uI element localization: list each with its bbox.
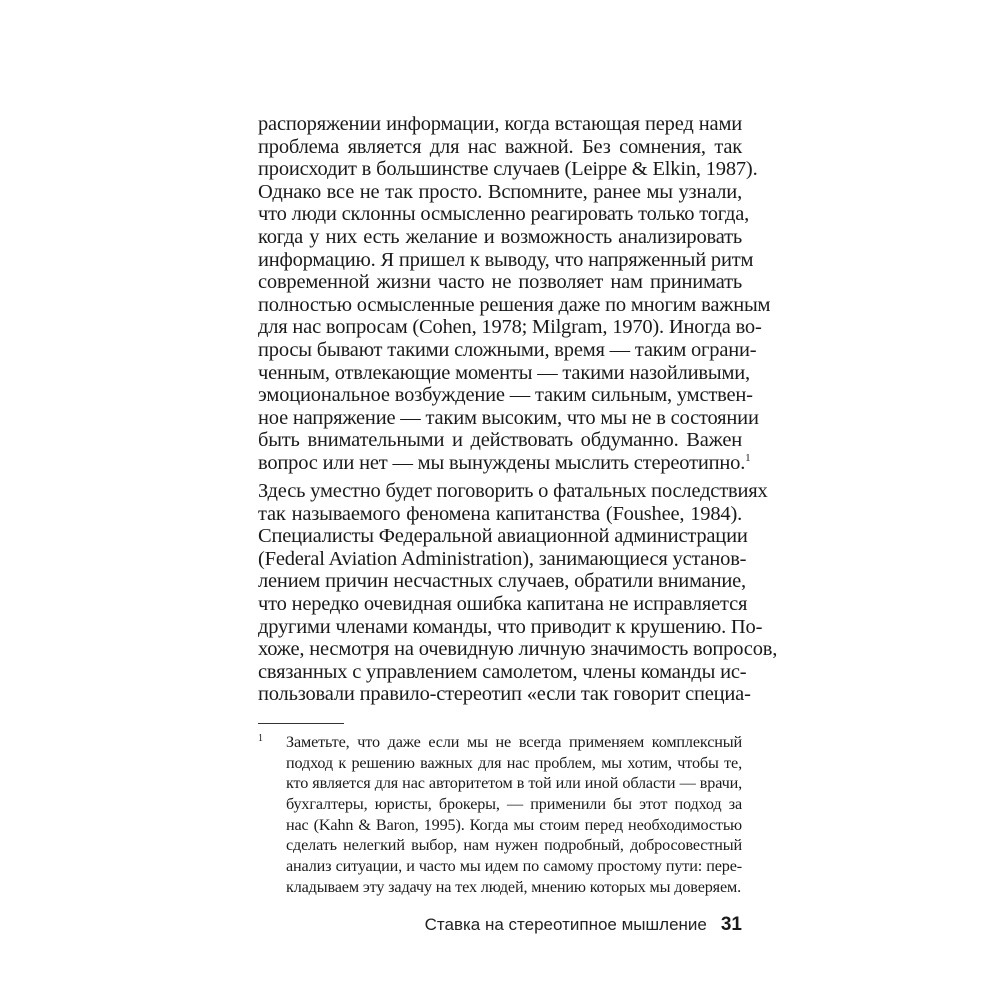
running-footer (258, 914, 742, 940)
paragraph-1 (258, 113, 771, 475)
text-line: так называемого феномена капитанства (Foushee, 1984). (258, 502, 742, 525)
text-line-last (258, 451, 751, 475)
text-line: ченным, отвлекающие моменты — такими назойливыми, (258, 361, 750, 384)
text-line: ное напряжение — таким высоким, что мы не в состоянии (258, 406, 759, 429)
footnote-body (286, 732, 742, 898)
text-line: когда у них есть желание и возможность анализировать (258, 225, 742, 248)
footnote-divider (258, 723, 344, 724)
text-line: быть внимательными и действовать обдуманно. Важен (258, 429, 742, 452)
paragraph-2 (258, 480, 778, 706)
text-line: Здесь уместно будет поговорить о фатальных последствиях (258, 480, 768, 502)
text-line: эмоциональное возбуждение — таким сильным, умствен- (258, 384, 753, 407)
text-line: Специалисты Федеральной авиационной администрации (258, 525, 748, 548)
text-line: полностью осмысленные решения даже по многим важным (258, 293, 771, 316)
running-title: Ставка на стереотипное мышление (424, 915, 707, 934)
text-line: Однако все не так просто. Вспомните, ранее мы узнали, (258, 180, 742, 203)
text-line: (Federal Aviation Administration), занимающиеся установ- (258, 547, 747, 570)
text-line: проблема является для нас важной. Без сомнения, так (258, 135, 742, 158)
footnote-reference[interactable]: 1 (745, 452, 751, 465)
footnote-line: анализ ситуации, и часто мы идем по самому простому пути: пере- (286, 857, 742, 876)
text-line: современной жизни часто не позволяет нам принимать (258, 271, 742, 294)
footnote-line: сделать нелегкий выбор, нам нужен подробный, добросовестный (286, 836, 742, 855)
text-line: распоряжении информации, когда встающая перед нами (258, 113, 742, 135)
footnote-line: Заметьте, что даже если мы не всегда применяем комплексный (286, 733, 742, 751)
text-line: информацию. Я пришел к выводу, что напряженный ритм (258, 248, 754, 271)
footnote-line: кто является для нас авторитетом в той или иной области — врачи, (286, 774, 742, 793)
text-line: пользовали правило-стереотип «если так говорит специа- (258, 683, 751, 706)
page-number: 31 (720, 914, 742, 935)
text-line: хоже, несмотря на очевидную личную значимость вопросов, (258, 638, 778, 661)
footnote-line-last: кладываем эту задачу на тех людей, мнению которых мы доверяем. (286, 877, 742, 896)
text-line: другими членами команды, что приводит к крушению. По- (258, 615, 763, 638)
text-line: происходит в большинстве случаев (Leippe & Elkin, 1987). (258, 158, 758, 181)
text-line: для нас вопросам (Cohen, 1978; Milgram, 1970). Иногда во- (258, 316, 762, 339)
text-line: просы бывают такими сложными, время — таким ограни- (258, 338, 757, 361)
footnote-line: бухгалтеры, юристы, брокеры, — применили бы этот подход за (286, 795, 742, 814)
text-line: что нередко очевидная ошибка капитана не исправляется (258, 592, 748, 615)
text-line-content: вопрос или нет — мы вынуждены мыслить стереотипно. (258, 451, 746, 474)
footnote-line: подход к решению важных для нас проблем, мы хотим, чтобы те, (286, 753, 742, 772)
footnote-line: нас (Kahn & Baron, 1995). Когда мы стоим перед необходимостью (286, 815, 742, 834)
text-line: лением причин несчастных случаев, обратили внимание, (258, 570, 746, 593)
footnote-marker: 1 (258, 733, 263, 744)
text-line: что люди склонны осмысленно реагировать только тогда, (258, 203, 750, 226)
text-line: связанных с управлением самолетом, члены команды ис- (258, 660, 747, 683)
